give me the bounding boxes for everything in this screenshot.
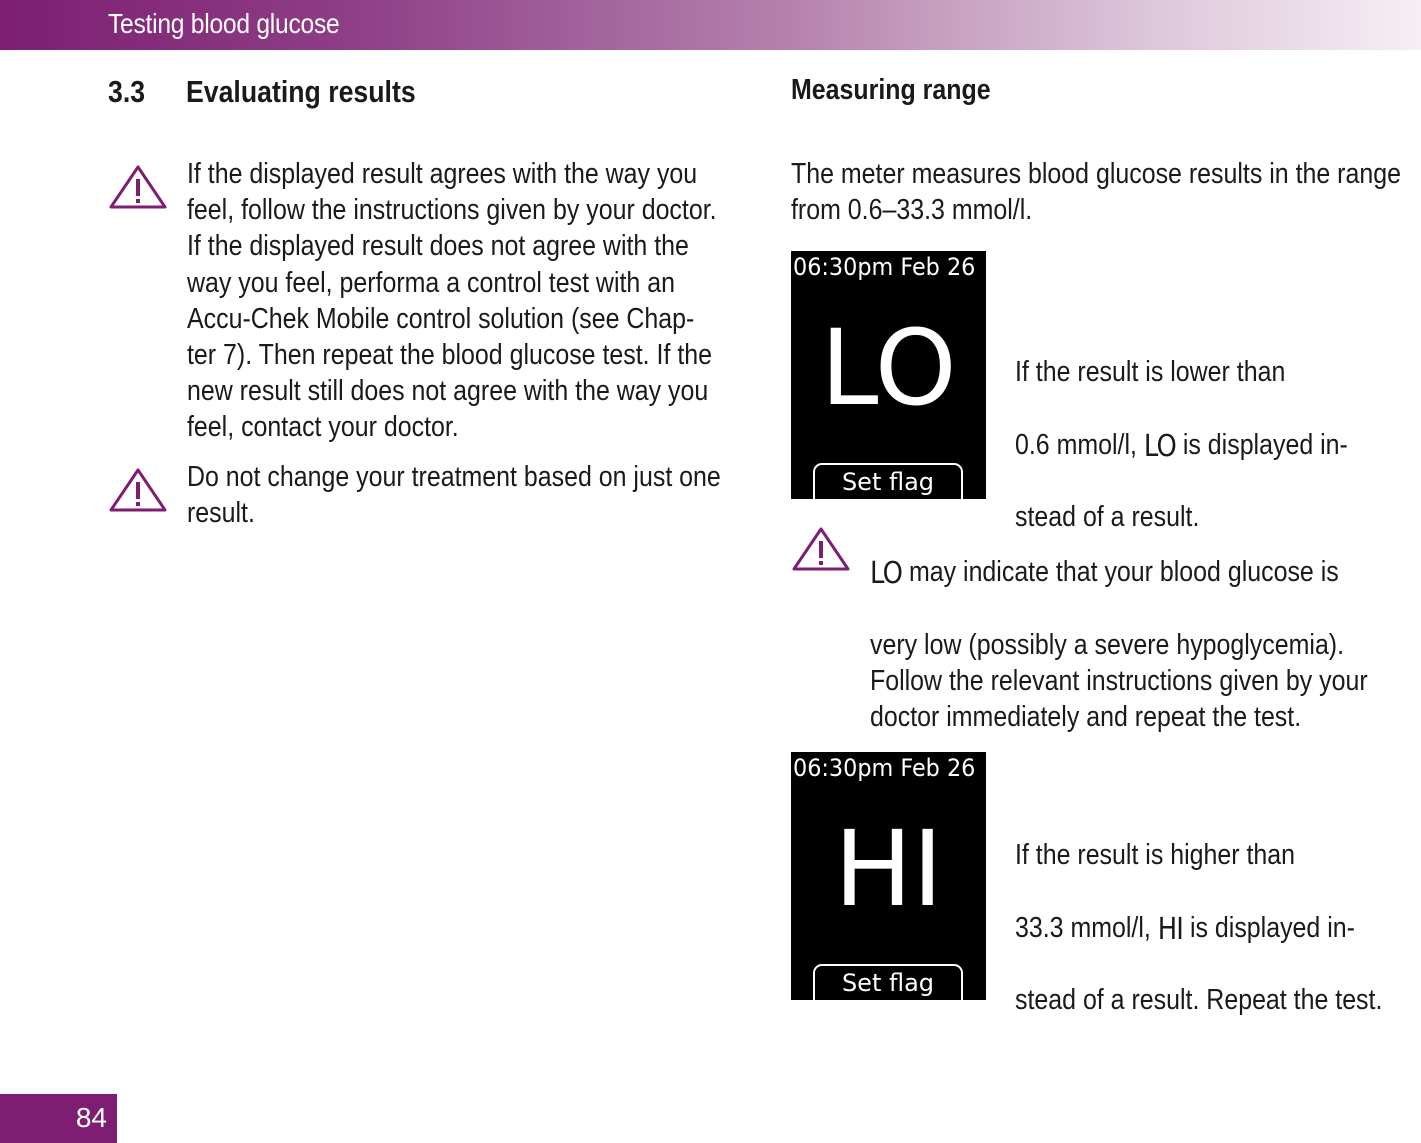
lo-warning-rest: very low (possibly a severe hypoglycemia). Follow the relevant instructions given by your doctor immediately and repeat the test. [870, 628, 1368, 734]
warning-triangle-icon [108, 467, 168, 513]
header-bar [0, 0, 1421, 50]
meter-clock: 06:30pm Feb 26 [793, 253, 976, 281]
hi-displayed-text: is displayed in- [1183, 911, 1355, 944]
hi-description-line-2 [1015, 910, 1411, 946]
hi-description [1015, 801, 1411, 1054]
meter-screen-lo [791, 251, 986, 499]
lo-warning-first-line: may indicate that your blood glucose is [902, 556, 1339, 589]
hi-display-glyph: HI [1157, 911, 1184, 947]
page-number-tab [0, 1094, 117, 1143]
lo-warning-line-1 [870, 554, 1420, 590]
warning-triangle-icon [791, 526, 851, 572]
section-number: 3.3 [108, 74, 146, 109]
lo-description-line-2 [1015, 427, 1411, 463]
hi-value-text: 33.3 mmol/l, [1015, 911, 1158, 944]
meter-reading-hi: HI [834, 808, 943, 930]
hi-description-line-3: stead of a result. Repeat the test. [1015, 984, 1383, 1017]
meter-clock: 06:30pm Feb 26 [793, 754, 976, 782]
meter-screen-hi [791, 752, 986, 1000]
warning-triangle-icon [108, 164, 168, 210]
page-number: 84 [75, 1102, 107, 1133]
set-flag-button: Set flag [813, 463, 963, 499]
measuring-range-heading: Measuring range [791, 74, 991, 106]
lo-display-glyph: LO [1143, 428, 1176, 464]
lo-value-text: 0.6 mmol/l, [1015, 428, 1144, 461]
header-title: Testing blood glucose [108, 8, 340, 39]
warning-text-1: If the displayed result agrees with the way you feel, follow the instructions given by your doctor. If the displayed result does not agree with the way you feel, performa a control test with an Accu-Chek Mobile control solution (see Chap- ter 7). Then repeat the blood glucose test. If the new result still does not agree with the way you feel, contact your doctor. [187, 158, 717, 444]
lo-description-line-1: If the result is lower than [1015, 356, 1286, 389]
lo-displayed-text: is displayed in- [1175, 428, 1348, 461]
hi-description-line-1: If the result is higher than [1015, 839, 1296, 872]
set-flag-button: Set flag [813, 964, 963, 1000]
warning-text-2: Do not change your treatment based on just one result. [187, 461, 721, 530]
lo-description-line-3: stead of a result. [1015, 501, 1200, 534]
lo-display-glyph: LO [870, 556, 903, 592]
meter-reading-lo: LO [820, 307, 957, 429]
measuring-range-intro: The meter measures blood glucose results in the range from 0.6–33.3 mmol/l. [791, 158, 1401, 227]
section-title: Evaluating results [186, 74, 416, 109]
lo-warning-text [870, 518, 1420, 771]
